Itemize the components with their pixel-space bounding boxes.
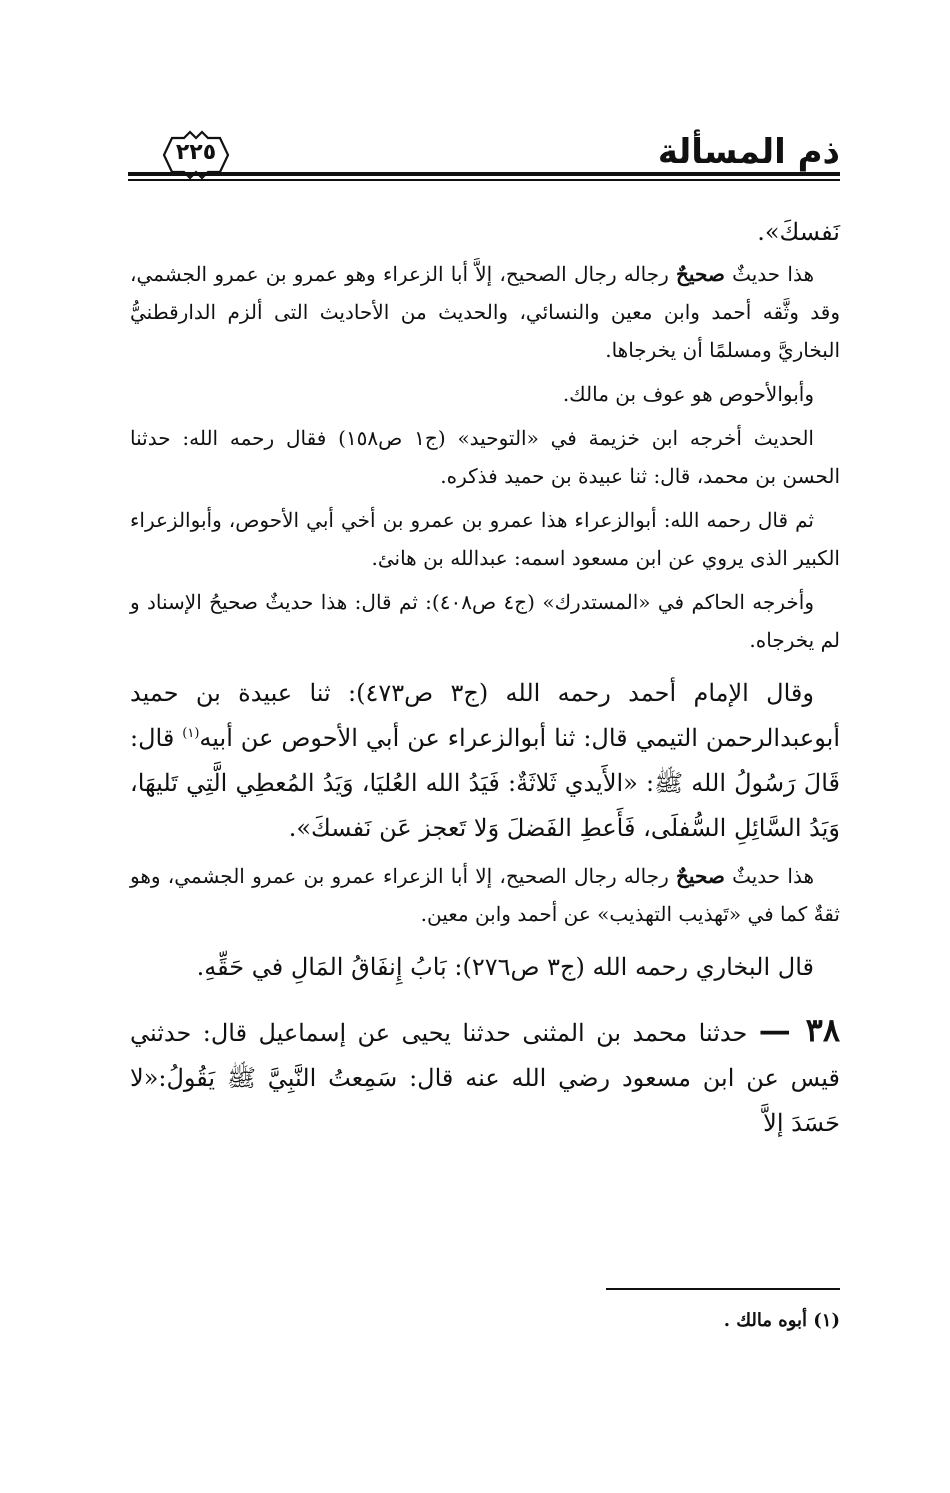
footnote-rule: [606, 1288, 840, 1290]
footnote-reference: (١): [182, 726, 200, 741]
paragraph-3: وأبوالأحوص هو عوف بن مالك.: [562, 382, 814, 406]
paragraph-6: وأخرجه الحاكم في «المستدرك» (ج٤ ص٤٠٨): ثم قال: هذا حديثٌ صحيحُ الإسناد و لم يخرجاه.: [130, 590, 840, 652]
paragraph-4: الحديث أخرجه ابن خزيمة في «التوحيد» (ج١ ص١٥٨) فقال رحمه الله: حدثنا الحسن بن محمد، قال: ثنا عبيدة بن حميد فذكره.: [130, 426, 840, 488]
bold-grading: صحيحٌ: [676, 262, 725, 286]
paragraph-2: هذا حديثٌ صحيحٌ رجاله رجال الصحيح، إلاَّ أبا الزعراء وهو عمرو بن عمرو الجشمي، وقد وثَّقه أحمد وابن معين والنسائي، والحديث من الأحاديث التى ألزم الدارقطنيُّ البخاريَّ ومسلمًا أن يخرجاها.: [130, 262, 840, 362]
bold-grading: صحيحٌ: [676, 864, 725, 888]
paragraph-8: هذا حديثٌ صحيحٌ رجاله رجال الصحيح، إلا أبا الزعراء عمرو بن عمرو الجشمي، وهو ثقةٌ كما في «تَهذيب التهذيب» عن أحمد وابن معين.: [130, 864, 840, 926]
header-rule-thick: [128, 172, 840, 176]
paragraph-9: قال البخاري رحمه الله (ج٣ ص٢٧٦): بَابُ إِنفَاقُ المَالِ في حَقِّهِ.: [196, 953, 814, 981]
main-text: [130, 210, 840, 1146]
paragraph-1: نَفسكَ».: [757, 218, 840, 246]
paragraph-10: ٣٨ — حدثنا محمد بن المثنى حدثنا يحيى عن إسماعيل قال: حدثني قيس عن ابن مسعود رضي الله عنه قال: سَمِعتُ النَّبِيَّ ﷺ يَقُولُ:«لا حَسَدَ إلاَّ: [130, 1011, 840, 1137]
page-number: ٢٢٥: [175, 140, 217, 165]
paragraph-7: وقال الإمام أحمد رحمه الله (ج٣ ص٤٧٣): ثنا عبيدة بن حميد أبوعبدالرحمن التيمي قال: ثنا أبوالزعراء عن أبي الأحوص عن أبيه$^{(١)}$ قال: قَالَ رَسُولُ الله ﷺ: «الأَيدي ثَلاثَةٌ: فَيَدُ الله العُليَا، وَيَدُ المُعطِي الَّتِي تَليهَا، وَيَدُ السَّائِلِ السُّفلَى، فَأَعطِ الفَضلَ وَلا تَعجز عَن نَفسكَ».: [130, 679, 840, 842]
hadith-number: ٣٨ —: [758, 1011, 840, 1049]
running-title: ذم المسألة: [657, 132, 840, 172]
header-rule-thin: [128, 179, 840, 181]
paragraph-5: ثم قال رحمه الله: أبوالزعراء هذا عمرو بن عمرو بن أخي أبي الأحوص، وأبوالزعراء الكبير الذى يروي عن ابن مسعود اسمه: عبدالله بن هانئ.: [130, 508, 840, 570]
footnote: (١) أبوه مالك .: [723, 1310, 840, 1331]
